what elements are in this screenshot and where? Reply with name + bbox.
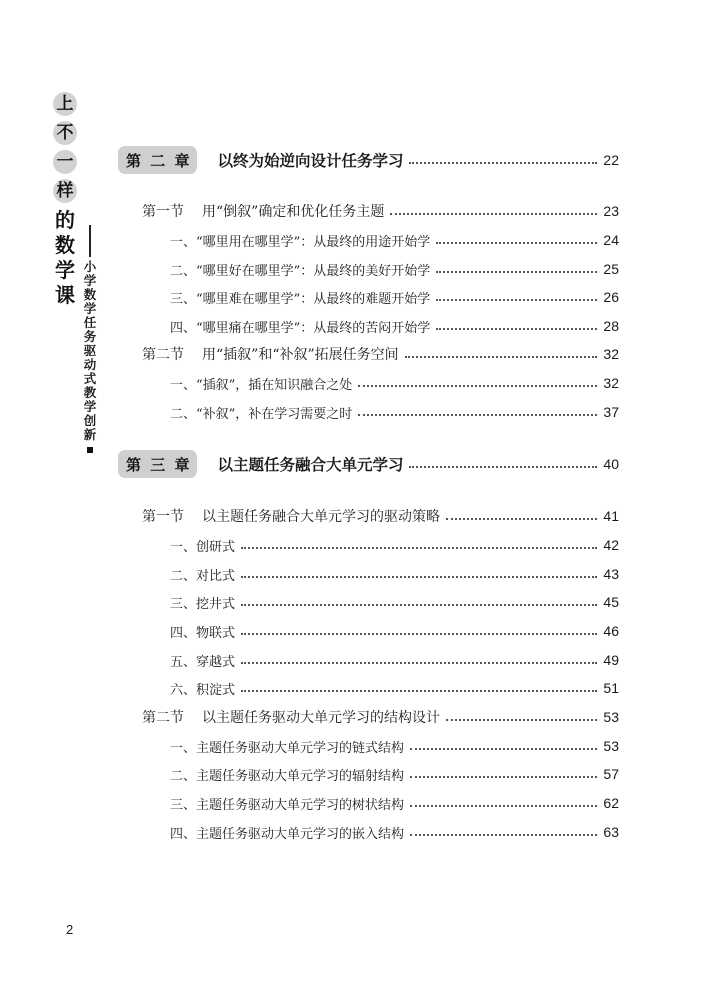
section-number: 第一节 (142, 509, 184, 525)
leader-dots (410, 776, 597, 778)
page-ref: 53 (603, 709, 619, 725)
leader-dots (241, 662, 597, 664)
title-char: 一 (53, 150, 77, 174)
page-ref: 22 (603, 152, 619, 168)
leader-dots (390, 213, 597, 215)
page-ref: 51 (603, 680, 619, 696)
toc-item[interactable] (170, 285, 619, 309)
leader-dots (241, 604, 597, 606)
subtitle-char: 式 (83, 371, 97, 386)
subtitle-char: 数 (83, 287, 97, 302)
item-title: 六、积淀式 (170, 682, 236, 698)
leader-dots (446, 719, 597, 721)
leader-dots (241, 547, 597, 549)
leader-dots (409, 466, 597, 468)
item-title: 二、“哪里好在哪里学”：从最终的美好开始学 (170, 263, 431, 279)
title-char: 课 (55, 283, 75, 307)
leader-dots (241, 576, 597, 578)
leader-dots (241, 690, 597, 692)
item-title: 二、主题任务驱动大单元学习的辐射结构 (170, 768, 405, 784)
subtitle-char: 任 (83, 315, 97, 330)
item-title: 四、主题任务驱动大单元学习的嵌入结构 (170, 826, 405, 842)
item-title: 三、挖井式 (170, 596, 236, 612)
toc-item[interactable] (170, 791, 619, 815)
title-char: 数 (55, 233, 75, 257)
page-ref: 46 (603, 623, 619, 639)
item-title: 二、“补叙”，补在学习需要之时 (170, 406, 353, 422)
section-title: 以主题任务融合大单元学习的驱动策略 (202, 509, 440, 525)
toc-item[interactable] (170, 314, 619, 338)
page-ref: 53 (603, 738, 619, 754)
item-title: 一、创研式 (170, 539, 236, 555)
page-ref: 62 (603, 795, 619, 811)
subtitle-char: 教 (83, 385, 97, 400)
section-title: 用“倒叙”确定和优化任务主题 (202, 204, 385, 220)
subtitle-char: 务 (83, 329, 97, 344)
subtitle-dash (89, 225, 91, 257)
chapter-title: 以主题任务融合大单元学习 (217, 456, 404, 474)
page-ref: 41 (603, 508, 619, 524)
page-ref: 25 (603, 261, 619, 277)
section-number: 第二节 (142, 347, 184, 363)
toc-chapter[interactable] (118, 449, 619, 479)
toc-section[interactable] (142, 504, 619, 528)
leader-dots (241, 633, 597, 635)
page-ref: 45 (603, 594, 619, 610)
leader-dots (405, 356, 597, 358)
chapter-badge: 第 二 章 (118, 146, 197, 174)
toc-item[interactable] (170, 676, 619, 700)
page-ref: 32 (603, 346, 619, 362)
leader-dots (358, 414, 597, 416)
leader-dots (436, 299, 597, 301)
toc-item[interactable] (170, 734, 619, 758)
item-title: 二、对比式 (170, 568, 236, 584)
item-title: 五、穿越式 (170, 654, 236, 670)
page-ref: 28 (603, 318, 619, 334)
leader-dots (436, 271, 597, 273)
toc-section[interactable] (142, 705, 619, 729)
leader-dots (436, 328, 597, 330)
leader-dots (409, 162, 597, 164)
subtitle-end-square (87, 447, 93, 453)
section-number: 第二节 (142, 710, 184, 726)
toc-section[interactable] (142, 342, 619, 366)
leader-dots (410, 834, 597, 836)
page-ref: 32 (603, 375, 619, 391)
toc-item[interactable] (170, 648, 619, 672)
page-ref: 57 (603, 766, 619, 782)
toc-item[interactable] (170, 371, 619, 395)
title-char: 不 (53, 121, 77, 145)
page-ref: 37 (603, 404, 619, 420)
leader-dots (358, 385, 597, 387)
page-ref: 40 (603, 456, 619, 472)
subtitle-char: 学 (83, 273, 97, 288)
title-char: 上 (53, 92, 77, 116)
item-title: 四、“哪里痛在哪里学”：从最终的苦闷开始学 (170, 320, 431, 336)
subtitle-char: 驱 (83, 343, 97, 358)
page-ref: 24 (603, 232, 619, 248)
item-title: 三、“哪里难在哪里学”：从最终的难题开始学 (170, 291, 431, 307)
running-title (50, 92, 80, 308)
toc-item[interactable] (170, 533, 619, 557)
toc-item[interactable] (170, 257, 619, 281)
section-title: 以主题任务驱动大单元学习的结构设计 (202, 710, 440, 726)
item-title: 一、“插叙”，插在知识融合之处 (170, 377, 353, 393)
toc-item[interactable] (170, 590, 619, 614)
title-char: 样 (53, 179, 77, 203)
page-ref: 63 (603, 824, 619, 840)
page-ref: 42 (603, 537, 619, 553)
subtitle-char: 新 (83, 427, 97, 442)
toc-item[interactable] (170, 400, 619, 424)
item-title: 一、主题任务驱动大单元学习的链式结构 (170, 740, 405, 756)
item-title: 三、主题任务驱动大单元学习的树状结构 (170, 797, 405, 813)
title-char: 的 (55, 208, 75, 232)
running-subtitle (82, 225, 98, 453)
page-number: 2 (66, 922, 74, 937)
subtitle-char: 学 (83, 301, 97, 316)
title-char: 学 (55, 258, 75, 282)
subtitle-char: 创 (83, 413, 97, 428)
leader-dots (410, 805, 597, 807)
item-title: 四、物联式 (170, 625, 236, 641)
toc-chapter[interactable] (118, 145, 619, 175)
subtitle-char: 动 (83, 357, 97, 372)
toc-item[interactable] (170, 762, 619, 786)
page-ref: 43 (603, 566, 619, 582)
leader-dots (446, 518, 597, 520)
toc-item[interactable] (170, 820, 619, 844)
toc-item[interactable] (170, 562, 619, 586)
leader-dots (410, 748, 597, 750)
toc-section[interactable] (142, 199, 619, 223)
chapter-badge: 第 三 章 (118, 450, 197, 478)
subtitle-char: 学 (83, 399, 97, 414)
item-title: 一、“哪里用在哪里学”：从最终的用途开始学 (170, 234, 431, 250)
chapter-title: 以终为始逆向设计任务学习 (217, 152, 404, 170)
subtitle-char: 小 (83, 259, 97, 274)
section-number: 第一节 (142, 204, 184, 220)
page-ref: 49 (603, 652, 619, 668)
section-title: 用“插叙”和“补叙”拓展任务空间 (202, 347, 399, 363)
page-ref: 26 (603, 289, 619, 305)
toc-item[interactable] (170, 619, 619, 643)
leader-dots (436, 242, 597, 244)
toc-item[interactable] (170, 228, 619, 252)
page-ref: 23 (603, 203, 619, 219)
